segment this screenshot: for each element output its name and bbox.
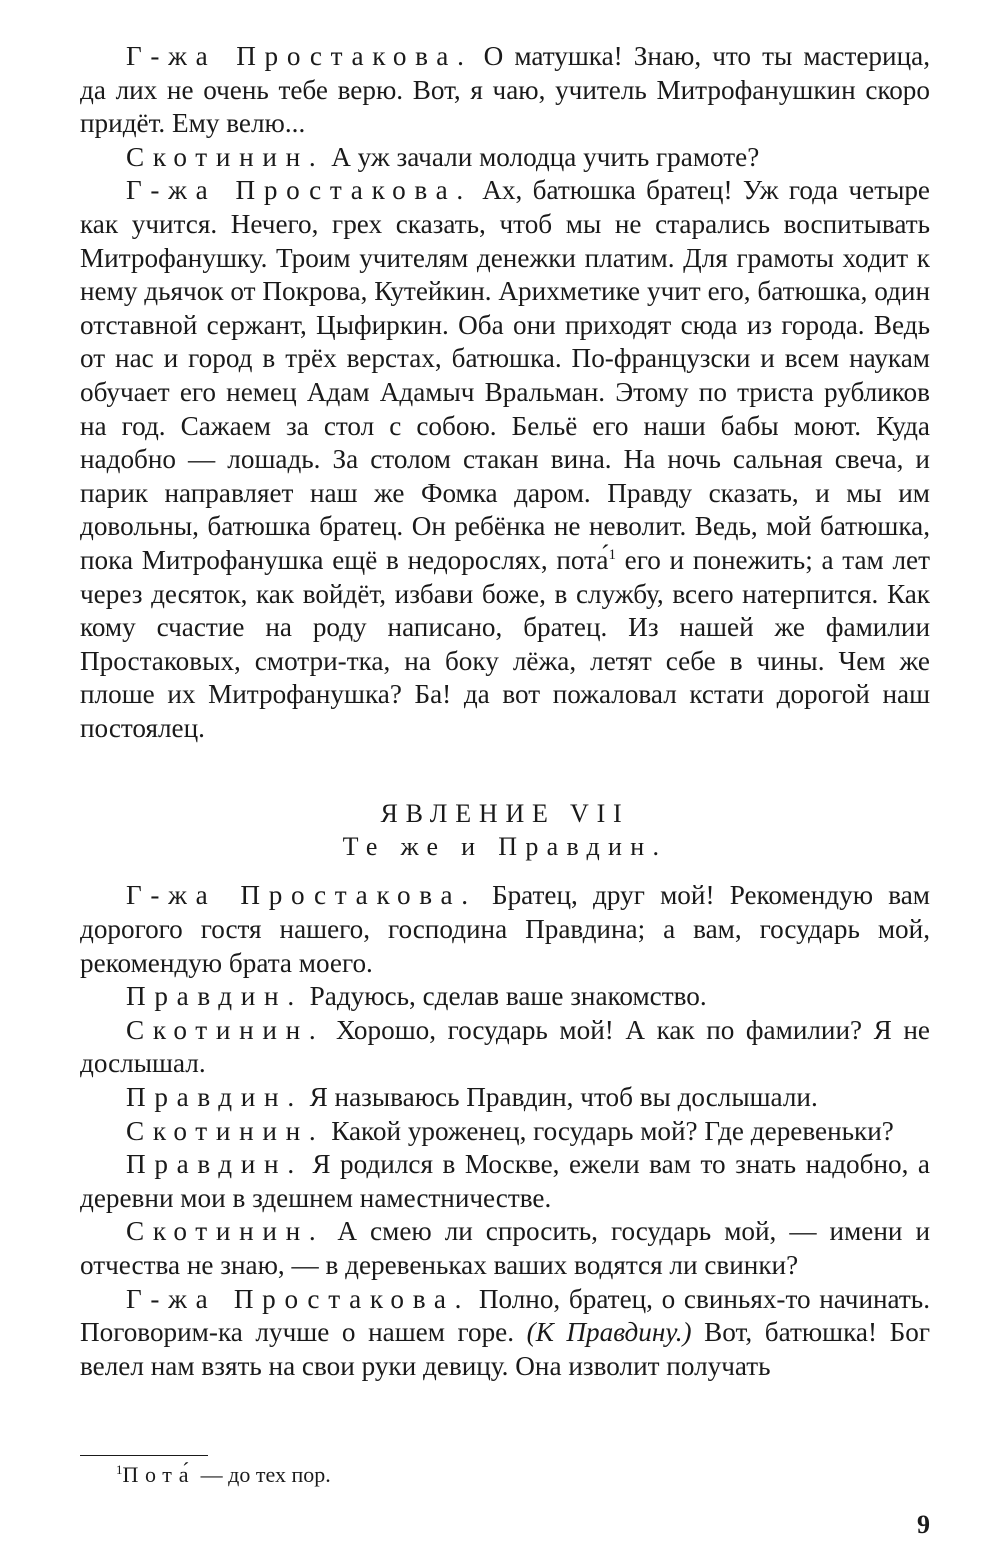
line-text: Хорошо, государь мой! А как по фамилии? Я не дослышал. xyxy=(80,1014,930,1079)
dialogue-line xyxy=(80,1148,930,1215)
speaker-name: Скотинин. xyxy=(126,1014,325,1045)
speaker-name: Г-жа Простакова. xyxy=(126,880,477,911)
speaker-name: Правдин. xyxy=(126,981,303,1012)
stage-direction: (К Правдину.) xyxy=(526,1317,692,1348)
footnote-term: Пота́ xyxy=(122,1462,196,1487)
dialogue-line xyxy=(80,1283,930,1384)
footnote xyxy=(116,1460,331,1490)
line-text: Я родился в Москве, ежели вам то знать надобно, а деревни мои в здешнем наместничестве. xyxy=(80,1149,930,1213)
footnote-divider xyxy=(80,1455,208,1456)
speaker-name: Скотинин. xyxy=(126,1216,325,1247)
dialogue-line xyxy=(80,174,930,745)
dialogue-line xyxy=(80,879,930,980)
speaker-name: Скотинин. xyxy=(126,1115,325,1146)
scene-title: ЯВЛЕНИЕ VII xyxy=(380,799,630,829)
speaker-name: Правдин. xyxy=(126,1082,303,1113)
line-text: Ах, батюшка братец! Уж года четыре как учится. Нечего, грех сказать, чтоб мы не старались воспитывать Митрофанушку. Троим учителям денежки платим. Для грамоты ходит к нему дьячок от Покрова, Кутейкин. Арихметике учит его, батюшка, один отставной сержант, Цыфиркин. Оба они приходят сюда из города. Ведь от нас и город в трёх верстах, батюшка. По-французски и всем наукам обучает его немец Адам Адамыч Вральман. Этому по триста рубликов на год. Сажаем за стол с собою. Бельё его наши бабы моют. Куда надобно — лошадь. За столом стакан вина. На ночь сальная свеча, и парик направляет наш же Фомка даром. Правду сказать, и мы им довольны, батюшка братец. Он ребёнка не неволит. Ведь, мой батюшка, пока Митрофанушка ещё в недорослях, пота́ xyxy=(80,175,931,575)
dialogue-line xyxy=(80,980,930,1014)
footnote-mark[interactable]: 1 xyxy=(608,546,616,563)
footnote-text: — до тех пор. xyxy=(195,1462,331,1487)
scene-persons: Те же и Правдин. xyxy=(342,832,668,862)
line-text: его и понежить; а там лет через десяток, как войдёт, избави боже, в службу, всего натерпится. Как кому счастие на роду написано, братец. Из нашей же фамилии Простаковых, смотри-тка, на боку лёжа, летят себе в чины. Чем же плоше их Митрофанушка? Ба! да вот пожаловал кстати дорогой наш постоялец. xyxy=(80,544,930,743)
footnote-number: 1 xyxy=(116,1462,123,1477)
page-body xyxy=(80,40,930,1383)
dialogue-line xyxy=(80,1014,930,1081)
line-text: Братец, друг мой! Рекомендую вам дорогого гостя нашего, господина Правдина; а вам, государь мой, рекомендую брата моего. xyxy=(80,880,930,978)
dialogue-line xyxy=(80,141,930,175)
dialogue-line xyxy=(80,40,930,141)
line-text: А уж зачали молодца учить грамоте? xyxy=(324,141,760,172)
line-text: Радуюсь, сделав ваше знакомство. xyxy=(302,981,707,1012)
line-text: Какой уроженец, государь мой? Где деревеньки? xyxy=(324,1115,894,1146)
page-number: 9 xyxy=(917,1510,930,1539)
dialogue-line xyxy=(80,1081,930,1115)
speaker-name: Г-жа Простакова. xyxy=(126,175,472,206)
speaker-name: Скотинин. xyxy=(126,141,325,172)
line-text: Я называюсь Правдин, чтоб вы дослышали. xyxy=(302,1082,818,1113)
line-text: О матушка! Знаю, что ты мастерица, да лих не очень тебе верю. Вот, я чаю, учитель Митрофанушкин скоро придёт. Ему велю... xyxy=(80,41,930,139)
speaker-name: Г-жа Простакова. xyxy=(126,1283,471,1314)
dialogue-line xyxy=(80,1115,930,1149)
speaker-name: Правдин. xyxy=(126,1149,303,1180)
speaker-name: Г-жа Простакова. xyxy=(126,41,473,71)
dialogue-line xyxy=(80,1215,930,1282)
line-text: Полно, братец, о свиньях-то начинать. Поговорим-ка лучше о нашем горе. xyxy=(80,1283,930,1348)
line-text: Вот, батюшка! Бог велел нам взять на свои руки девицу. Она изволит получать xyxy=(80,1317,930,1381)
line-text: А смею ли спросить, государь мой, — имени и отчества не знаю, — в деревеньках ваших водятся ли свинки? xyxy=(80,1216,930,1280)
